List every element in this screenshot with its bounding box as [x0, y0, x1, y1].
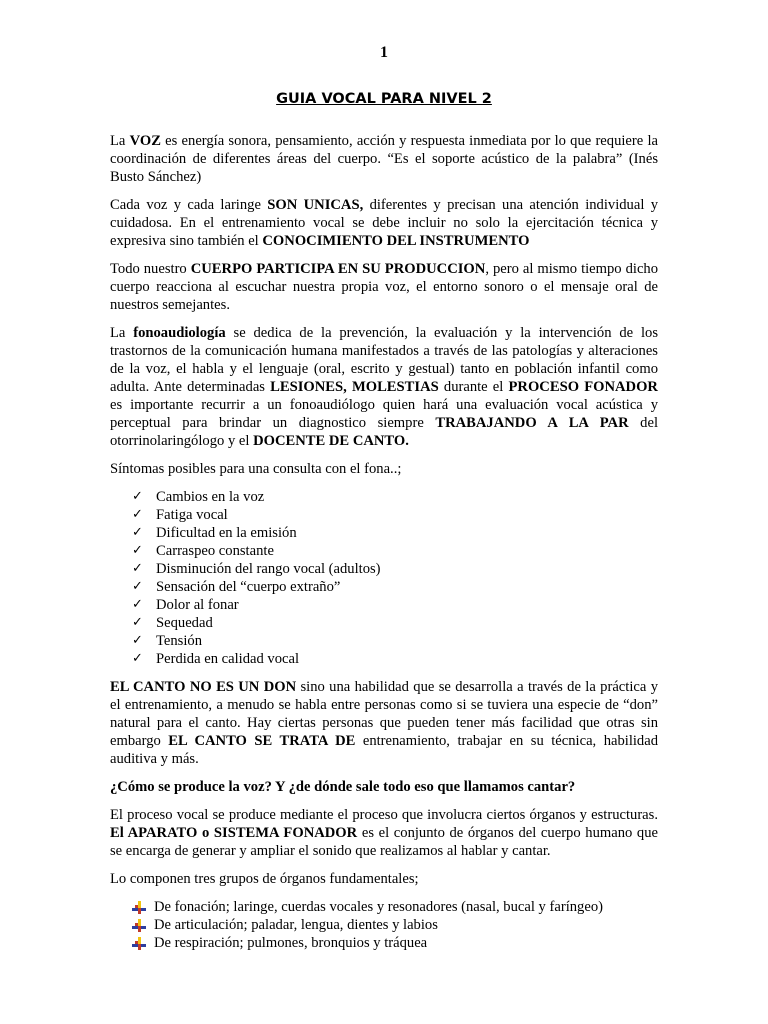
checkmark-icon: ✓ — [132, 597, 143, 612]
list-item: ✓ Dolor al fonar — [132, 597, 239, 613]
list-item: De respiración; pulmones, bronquios y tráquea — [132, 934, 658, 952]
checkmark-icon: ✓ — [132, 633, 143, 648]
paragraph-grupos-intro: Lo componen tres grupos de órganos fundamentales; — [110, 871, 419, 887]
list-item: ✓ Disminución del rango vocal (adultos) — [132, 561, 381, 577]
checkmark-icon: ✓ — [132, 561, 143, 576]
paragraph-laringe: Cada voz y cada laringe SON UNICAS, diferentes y precisan una atención individual y cuidadosa. En el entrenamiento vocal se debe incluir no solo la ejercitación técnica y expresiva sino también el CONOCIMIENTO DEL INSTRUMENTO — [110, 197, 659, 249]
list-item: ✓ Perdida en calidad vocal — [132, 651, 300, 667]
checkmark-icon: ✓ — [132, 489, 143, 504]
symptoms-list — [110, 488, 658, 668]
paragraph-voz: La VOZ es energía sonora, pensamiento, acción y respuesta inmediata por lo que requiere la coordinación de diferentes áreas del cuerpo. “Es el soporte acústico de la palabra” (Inés Busto Sánchez) — [110, 133, 658, 185]
checkmark-icon: ✓ — [132, 651, 143, 666]
list-item: ✓ Sequedad — [132, 615, 213, 631]
document-page — [110, 40, 658, 952]
page-number: 1 — [380, 44, 388, 61]
list-item: ✓ Fatiga vocal — [132, 507, 228, 523]
checkmark-icon: ✓ — [132, 579, 143, 594]
checkmark-icon: ✓ — [132, 615, 143, 630]
checkmark-icon: ✓ — [132, 525, 143, 540]
list-item: De articulación; paladar, lengua, dientes y labios — [132, 916, 658, 934]
paragraph-fonoaudiologia: La fonoaudiología se dedica de la prevención, la evaluación y la intervención de los trastornos de la comunicación humana manifestados a través de las patologías y alteraciones de la voz, el habla y el lenguaje (oral, escrito y gestual) tanto en población infantil como adulta. Ante determinadas LESIONES, MOLESTIAS durante el PROCESO FONADOR es importante recurrir a un fonoaudiólogo quien hará una evaluación vocal acústica y perceptual para brindar un diagnostico siempre TRABAJANDO A LA PAR del otorrinolaringólogo y el DOCENTE DE CANTO. — [110, 325, 658, 449]
paragraph-canto-don: EL CANTO NO ES UN DON sino una habilidad que se desarrolla a través de la práctica y el entrenamiento, a menudo se habla entre personas como si se tuviera una especie de “don” natural para el canto. Hay ciertas personas que pueden tener más facilidad que otras sin embargo EL CANTO SE TRATA DE entrenamiento, trabajar en su técnica, habilidad auditiva y más. — [110, 679, 658, 767]
paragraph-proceso-vocal: El proceso vocal se produce mediante el proceso que involucra ciertos órganos y estructuras. El APARATO o SISTEMA FONADOR es el conjunto de órganos del cuerpo humano que se encarga de generar y ampliar el sonido que realizamos al hablar y cantar. — [110, 807, 658, 859]
checkmark-icon: ✓ — [132, 507, 143, 522]
list-item: ✓ Carraspeo constante — [132, 543, 274, 559]
paragraph-sintomas-intro: Síntomas posibles para una consulta con el fona..; — [110, 461, 402, 477]
four-color-arrow-bullet-icon — [132, 919, 146, 932]
question-heading: ¿Cómo se produce la voz? Y ¿de dónde sale todo eso que llamamos cantar? — [110, 779, 576, 795]
list-item: ✓ Sensación del “cuerpo extraño” — [132, 579, 341, 595]
list-item: De fonación; laringe, cuerdas vocales y resonadores (nasal, bucal y faríngeo) — [132, 898, 658, 916]
four-color-arrow-bullet-icon — [132, 937, 146, 950]
document-title: GUIA VOCAL PARA NIVEL 2 — [276, 91, 492, 107]
list-item: ✓ Cambios en la voz — [132, 489, 265, 505]
list-item: ✓ Dificultad en la emisión — [132, 525, 297, 541]
four-color-arrow-bullet-icon — [132, 901, 146, 914]
checkmark-icon: ✓ — [132, 543, 143, 558]
organ-groups-list — [110, 898, 658, 952]
paragraph-cuerpo: Todo nuestro CUERPO PARTICIPA EN SU PRODUCCION, pero al mismo tiempo dicho cuerpo reacciona al escuchar nuestra propia voz, el entorno sonoro o el mensaje oral de nuestros semejantes. — [110, 261, 659, 313]
list-item: ✓ Tensión — [132, 633, 202, 649]
